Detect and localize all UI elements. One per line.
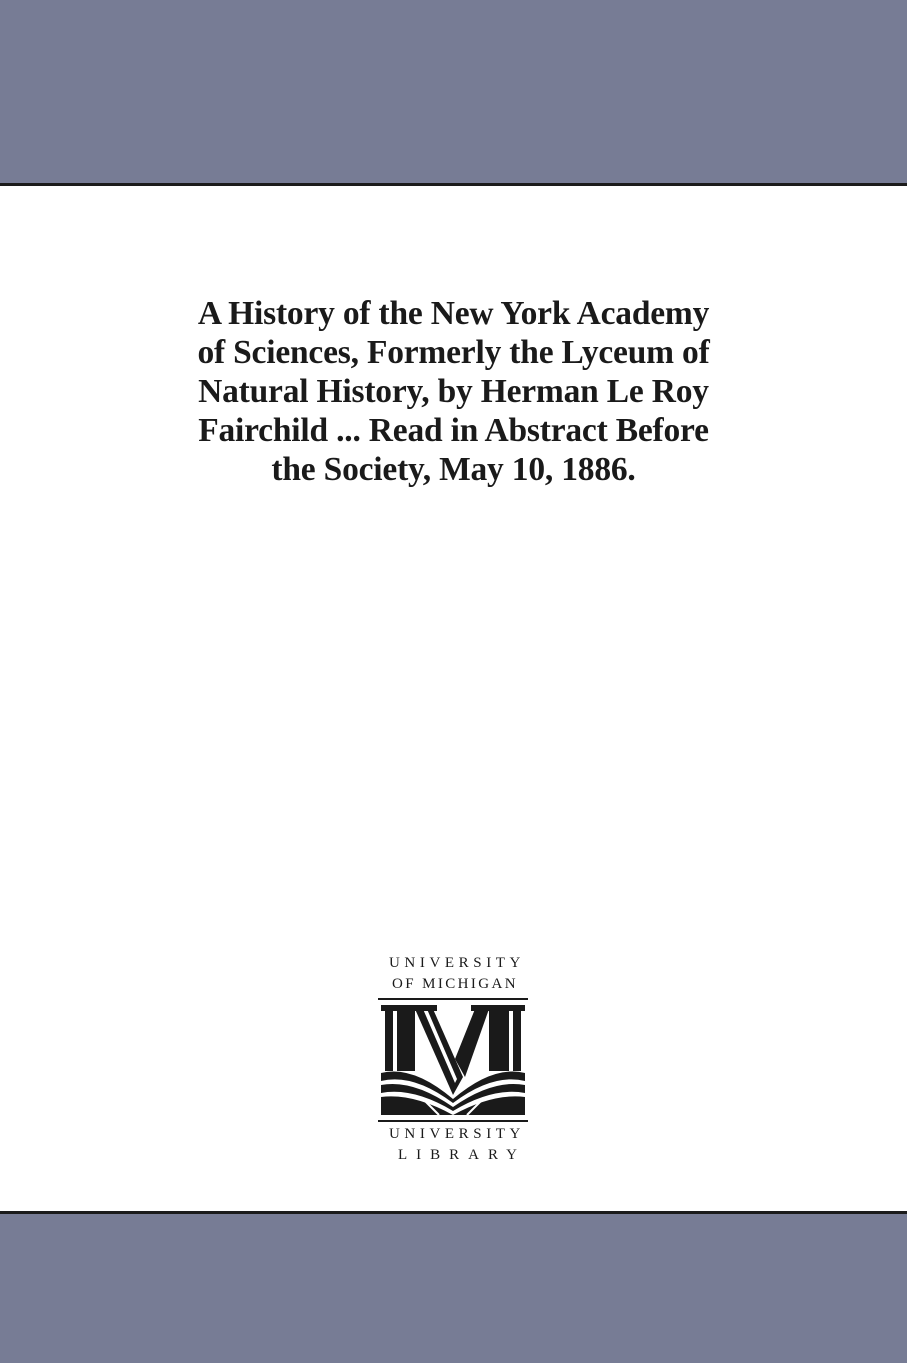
block-m-open-book-icon (379, 1003, 527, 1117)
logo-bottom-line-1: UNIVERSITY (389, 1126, 525, 1142)
title-line: A History of the New York Academy (197, 295, 710, 332)
logo-bottom-line-2: LIBRARY (397, 1147, 526, 1163)
title-line: of Sciences, Formerly the Lyceum of (197, 334, 710, 371)
university-library-logo (377, 955, 529, 1195)
book-title (90, 294, 817, 489)
bottom-color-band (0, 1211, 907, 1363)
logo-bottom-rule (378, 1120, 528, 1122)
logo-top-rule (378, 998, 528, 1000)
logo-top-line-1: UNIVERSITY (389, 955, 525, 971)
title-line: the Society, May 10, 1886. (271, 451, 636, 488)
logo-top-line-2: OF MICHIGAN (392, 976, 518, 992)
top-color-band (0, 0, 907, 186)
title-line: Natural History, by Herman Le Roy (198, 373, 709, 410)
title-line: Fairchild ... Read in Abstract Before (198, 412, 709, 449)
